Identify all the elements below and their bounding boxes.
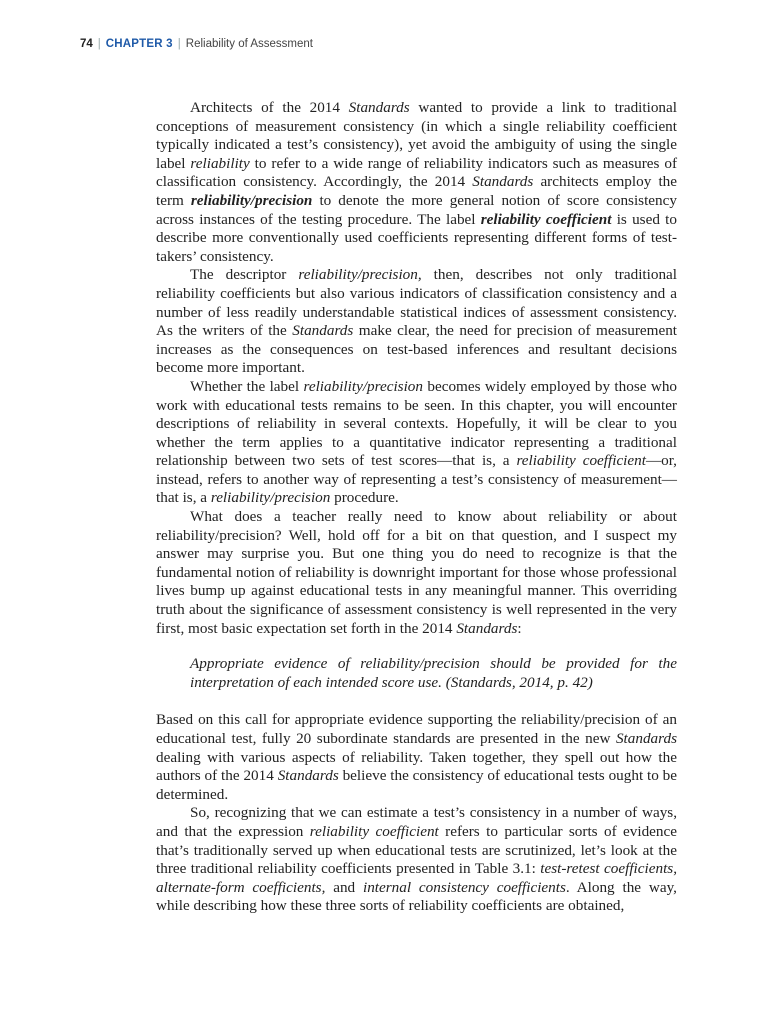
chapter-title: Reliability of Assessment [185,38,313,50]
text-run: The descriptor [190,266,299,284]
text-run: Based on this call for appropriate evidence supporting the reliability/precision of an educational test, fully 20 subordinate standards are presented in the new [156,711,677,747]
paragraph-4 [156,508,677,638]
text-run: to denote the more general notion of score consistency across instances of the testing procedure. The label [156,191,677,228]
text-run: So, recognizing that we can estimate a test’s consistency in a number of ways, and that the expression [156,804,677,840]
text-run: becomes widely employed by those who work with educational tests remains to be seen. In this chapter, you will encounter descriptions of reliability in several contexts. Hopefully, it will be clear to you whether the term applies to a quantitative indicator representing a traditional relationship between two sets of test scores—that is, a [156,377,678,470]
emphasis-text: reliability/precision, [298,266,422,284]
text-run: , [673,860,677,878]
emphasis-text: reliability coefficient [480,210,612,228]
paragraph-2 [156,266,677,378]
emphasis-text: alternate-form coefficients, [156,878,326,896]
text-run: Whether the label [190,377,304,395]
paragraph-6 [156,804,677,916]
header-separator: | [97,38,101,50]
text-run: procedure. [330,489,399,507]
emphasis-text: Standards [277,767,339,785]
emphasis-text: reliability [190,154,250,172]
text-run: make clear, the need for precision of measurement increases as the consequences on test-based inferences and resultant decisions become more important. [156,322,678,377]
paragraph-1 [156,99,677,266]
page-number: 74 [80,38,93,50]
block-quote: Appropriate evidence of reliability/precision should be provided for the interpretation of each intended score use. (Standards, 2014, p. 42) [190,655,677,691]
paragraph-5 [156,711,677,804]
emphasis-text: reliability/precision [210,489,331,507]
emphasis-text: reliability coefficient [309,822,439,840]
running-head [80,38,313,50]
text-run: . Along the way, while describing how these three sorts of reliability coefficients are obtained, [156,878,677,915]
emphasis-text: test-retest coefficients [540,860,674,878]
text-run: and [325,878,363,896]
emphasis-text: Standards [292,322,354,340]
text-run: believe the consistency of educational tests ought to be determined. [156,767,678,803]
text-run: What does a teacher really need to know about reliability or about reliability/precision? Well, hold off for a bit on that question, and I suspect my answer may surprise you. But one thing you do need to recognize is that the fundamental notion of reliability is downright important for those whose professional lives bump up against educational tests in any meaningful manner. This overriding truth about the significance of assessment consistency is well represented in the very first, most basic expectation set forth in the 2014 [156,508,677,637]
chapter-label: CHAPTER 3 [105,38,173,50]
text-run: architects employ the term [156,173,677,209]
emphasis-text: reliability/precision [303,377,423,395]
emphasis-text: Standards [472,173,534,191]
text-run: dealing with various aspects of reliability. Taken together, they spell out how the authors of the 2014 [156,748,677,785]
emphasis-text: Standards [615,730,677,747]
header-separator: | [177,38,181,50]
paragraph-3 [156,378,677,508]
emphasis-text: Standards [456,619,518,637]
text-run: : [517,619,522,637]
text-run: to refer to a wide range of reliability indicators such as measures of classification consistency. Accordingly, the 2014 [156,154,677,191]
emphasis-text: Standards [348,99,410,116]
text-run: —or, instead, refers to another way of representing a test’s consistency of measurement—that is, a [156,452,677,507]
emphasis-text: internal consistency coefficients [362,878,566,896]
text-run: wanted to provide a link to traditional conceptions of measurement consistency (in which a single reliability coefficient typically indicated a test’s consistency), yet avoid the ambiguity of using the single label [156,99,677,172]
text-run: is used to describe more conventionally used coefficients representing different forms of test-takers’ consistency. [156,210,677,265]
body-text [156,99,677,916]
emphasis-text: reliability coefficient [516,452,646,470]
text-run: refers to particular sorts of evidence that’s traditionally served up when educational tests are scrutinized, let’s look at the three traditional reliability coefficients presented in Table 3.1: [156,822,677,878]
text-run: Architects of the 2014 [190,99,349,116]
emphasis-text: reliability/precision [190,191,313,209]
text-run: then, describes not only traditional reliability coefficients but also various indicators of classification consistency and a number of less readily understandable statistical indices of assessment consistency. As the writers of the [156,266,677,340]
